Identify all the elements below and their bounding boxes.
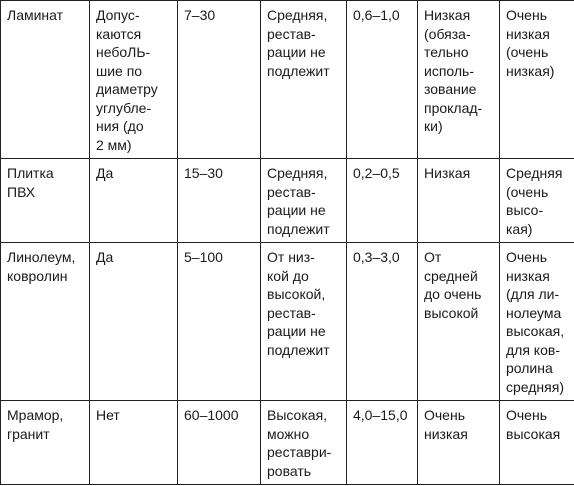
thickness-cell: 0,3–3,0 — [347, 243, 418, 401]
material-cell: Линолеум, ковролин — [1, 243, 90, 401]
material-cell: Плитка ПВХ — [1, 159, 90, 243]
table-row — [1, 401, 574, 485]
scratches-cell: Нет — [90, 401, 178, 485]
comfort-cell: Средняя (очень высо- кая) — [500, 159, 574, 243]
noise-cell: Очень низкая — [418, 401, 500, 485]
repair-cell: Средняя, рестав- рации не подлежит — [261, 159, 347, 243]
comfort-cell: Очень низкая (для ли- нолеума высокая, для ков- ролина средняя) — [500, 243, 574, 401]
repair-cell: Средняя, рестав- рации не подлежит — [261, 1, 347, 159]
repair-cell: Высокая, можно реставри- ровать — [261, 401, 347, 485]
years-cell: 5–100 — [178, 243, 261, 401]
scratches-cell: Да — [90, 243, 178, 401]
thickness-cell: 4,0–15,0 — [347, 401, 418, 485]
scratches-cell: Да — [90, 159, 178, 243]
material-cell: Ламинат — [1, 1, 90, 159]
repair-cell: От низ- кой до высокой, рестав- рации не подлежит — [261, 243, 347, 401]
years-cell: 15–30 — [178, 159, 261, 243]
noise-cell: От средней до очень высокой — [418, 243, 500, 401]
table-row — [1, 243, 574, 401]
table-row — [1, 159, 574, 243]
noise-cell: Низкая (обяза- тельно исполь- зование проклад- ки) — [418, 1, 500, 159]
material-cell: Мрамор, гранит — [1, 401, 90, 485]
noise-cell: Низкая — [418, 159, 500, 243]
thickness-cell: 0,2–0,5 — [347, 159, 418, 243]
thickness-cell: 0,6–1,0 — [347, 1, 418, 159]
table-row — [1, 1, 574, 159]
comfort-cell: Очень низкая (очень низкая) — [500, 1, 574, 159]
years-cell: 60–1000 — [178, 401, 261, 485]
scratches-cell: Допус- каются небоЛЬ- шие по диаметру углубле- ния (до 2 мм) — [90, 1, 178, 159]
years-cell: 7–30 — [178, 1, 261, 159]
comfort-cell: Очень высокая — [500, 401, 574, 485]
